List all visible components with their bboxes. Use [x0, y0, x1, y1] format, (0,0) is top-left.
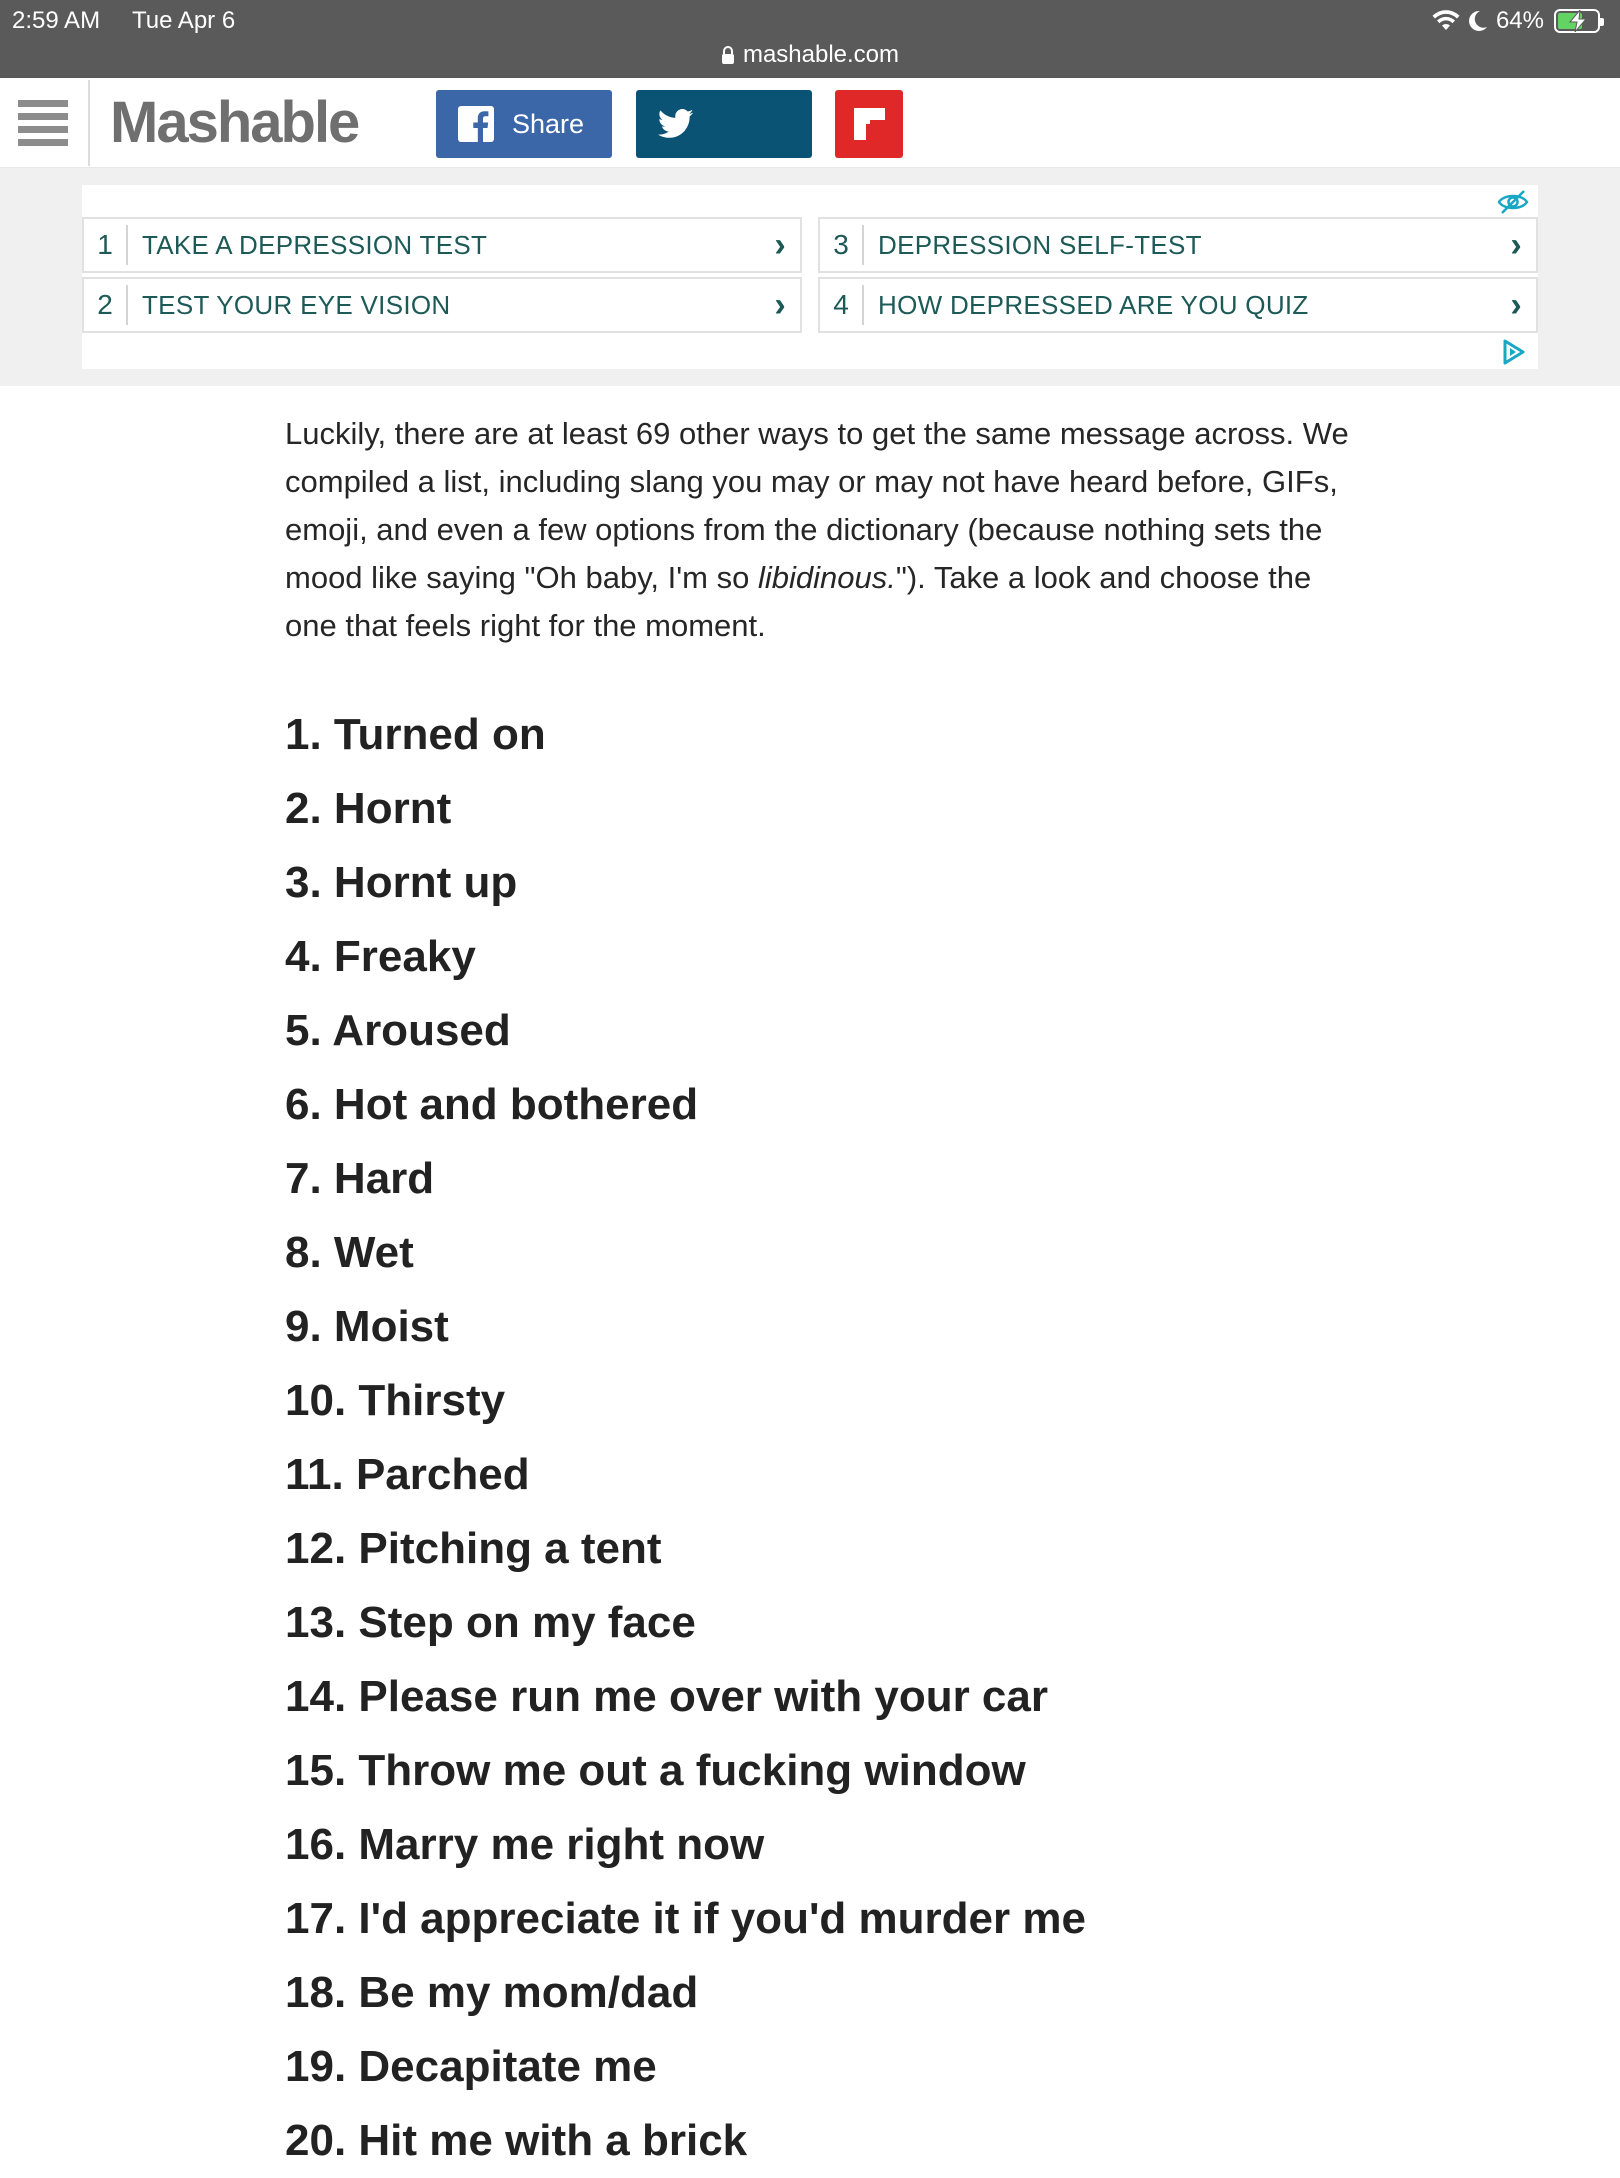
- battery-icon: [1554, 9, 1600, 33]
- term-list: [285, 698, 1485, 2178]
- list-item: 3. Hornt up: [285, 858, 518, 907]
- status-indicators: [1432, 4, 1600, 38]
- list-item: 5. Aroused: [285, 1006, 511, 1055]
- wifi-icon: [1432, 10, 1460, 32]
- facebook-icon: [458, 106, 494, 142]
- list-item: 14. Please run me over with your car: [285, 1672, 1048, 1721]
- flipboard-icon: [835, 90, 903, 158]
- list-item: 6. Hot and bothered: [285, 1080, 699, 1129]
- twitter-share-button[interactable]: [636, 90, 812, 158]
- status-date: Tue Apr 6: [132, 7, 236, 34]
- list-item: 13. Step on my face: [285, 1598, 696, 1647]
- intro-text: Luckily, there are at least 69 other ways to get the same message across. We compiled a list, including slang you may or may not have heard before, GIFs, emoji, and even a few options from the dictionary (because nothing sets the mood like saying "Oh baby, I'm so: [285, 416, 1349, 595]
- list-item: 12. Pitching a tent: [285, 1524, 662, 1573]
- facebook-share-button[interactable]: [436, 90, 612, 158]
- chevron-right-icon: ›: [1510, 285, 1522, 324]
- charging-bolt-icon: [1568, 10, 1588, 32]
- list-item: 4. Freaky: [285, 932, 476, 981]
- site-logo[interactable]: Mashable: [110, 90, 359, 155]
- chevron-right-icon: ›: [1510, 225, 1522, 264]
- list-item: 10. Thirsty: [285, 1376, 506, 1425]
- hide-ad-eye-icon[interactable]: [1496, 187, 1530, 217]
- flipboard-share-button[interactable]: [835, 90, 903, 158]
- list-item: 9. Moist: [285, 1302, 449, 1351]
- chevron-right-icon: ›: [774, 225, 786, 264]
- ad-link-text: TEST YOUR EYE VISION: [142, 289, 451, 320]
- battery-percent: 64%: [1495, 7, 1544, 34]
- article-body: [285, 410, 1365, 2165]
- hamburger-menu-icon[interactable]: [18, 100, 68, 146]
- ad-box: [82, 185, 1538, 369]
- list-item: 15. Throw me out a fucking window: [285, 1746, 1026, 1795]
- list-item: 2. Hornt: [285, 784, 452, 833]
- list-item: 11. Parched: [285, 1450, 530, 1499]
- moon-icon: [1468, 10, 1488, 32]
- ad-link-number: 3: [820, 225, 864, 265]
- site-header: [0, 78, 1620, 168]
- ad-link-text: DEPRESSION SELF-TEST: [878, 229, 1202, 260]
- ad-link-2[interactable]: [82, 277, 802, 333]
- list-item: 8. Wet: [285, 1228, 414, 1277]
- chevron-right-icon: ›: [774, 285, 786, 324]
- list-item: 19. Decapitate me: [285, 2042, 657, 2091]
- adchoices-icon[interactable]: [1498, 337, 1528, 367]
- status-time: 2:59 AM: [12, 7, 101, 34]
- ad-link-text: TAKE A DEPRESSION TEST: [142, 229, 488, 260]
- lock-icon: [721, 46, 735, 64]
- status-bar: [0, 0, 1620, 78]
- list-item: 7. Hard: [285, 1154, 435, 1203]
- url-text[interactable]: mashable.com: [742, 41, 900, 68]
- list-item: 17. I'd appreciate it if you'd murder me: [285, 1894, 1086, 1943]
- ad-link-number: 1: [84, 225, 128, 265]
- twitter-icon: [658, 109, 694, 139]
- intro-paragraph: [285, 410, 1365, 650]
- ad-link-number: 2: [84, 285, 128, 325]
- ad-link-1[interactable]: [82, 217, 802, 273]
- ad-band: [0, 168, 1620, 386]
- header-divider: [88, 80, 90, 166]
- share-label: Share: [512, 108, 585, 139]
- ad-link-text: HOW DEPRESSED ARE YOU QUIZ: [878, 289, 1309, 320]
- list-item: 1. Turned on: [285, 710, 546, 759]
- list-item: 16. Marry me right now: [285, 1820, 765, 1869]
- list-item: 18. Be my mom/dad: [285, 1968, 699, 2017]
- intro-italic-word: libidinous.: [757, 560, 896, 595]
- ad-link-number: 4: [820, 285, 864, 325]
- intro-text-end: "). Take a look and choose the one that feels right for the moment.: [285, 560, 1312, 643]
- url-bar[interactable]: [0, 38, 1620, 72]
- ad-link-3[interactable]: [818, 217, 1538, 273]
- list-item: 20. Hit me with a brick: [285, 2116, 748, 2165]
- ad-link-4[interactable]: [818, 277, 1538, 333]
- battery-tip: [1600, 18, 1604, 26]
